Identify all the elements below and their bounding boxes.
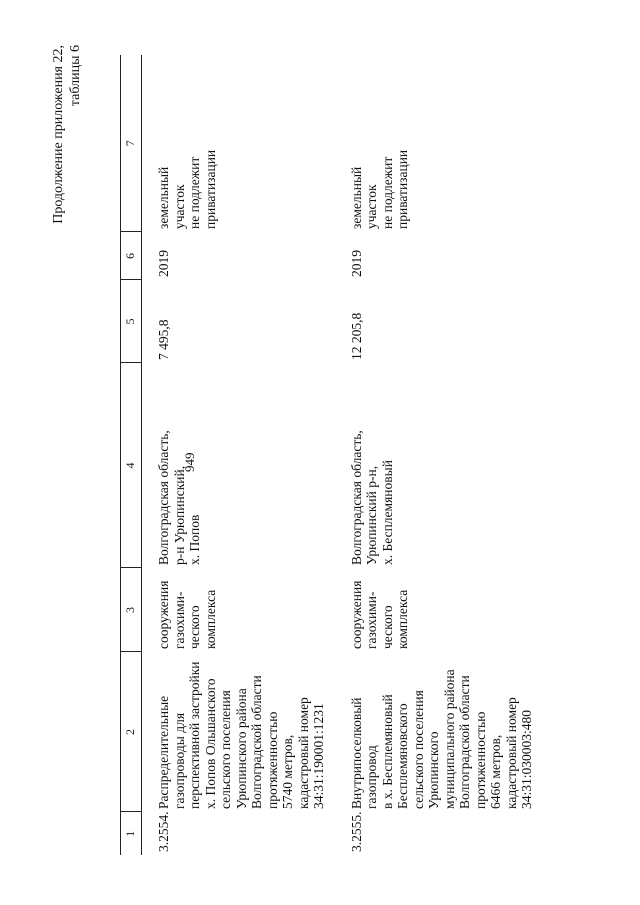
property-table	[120, 55, 543, 855]
column-number-row	[121, 55, 142, 855]
column-header: 3	[121, 568, 142, 652]
object-value: 12 205,8	[348, 312, 364, 360]
object-name: Внутрипоселковый газопровод в х. Бесплемяновый Бесплемяновского сельского поселения Урюпинского муниципального района Волгоградской области протяженностью 6466 метров, кадастровый номер 34:31:030003:480	[348, 669, 534, 809]
column-header: 4	[121, 363, 142, 568]
table-row	[142, 55, 335, 855]
page-number: 949	[182, 452, 197, 472]
object-address: Волгоградская область, Урюпинский р-н, х. Бесплемяновый	[348, 430, 395, 565]
continuation-title: Продолжение приложения 22, таблицы 6	[51, 45, 83, 224]
column-header: 1	[121, 812, 142, 855]
object-year: 2019	[348, 250, 364, 277]
object-name: Распределительные газопроводы для перспективной застройки х. Попов Ольшанского сельского поселения Урюпинского района Волгоградской области протяженностью 5740 метров, кадастровый номер 34:31:190001:1231	[156, 661, 326, 809]
object-year: 2019	[156, 250, 171, 277]
object-note: земельный участок не подлежит приватизации	[348, 149, 410, 229]
column-header: 6	[121, 232, 142, 280]
object-type: сооружения газохими- ческого комплекса	[156, 580, 218, 649]
row-number: 3.2554.	[156, 811, 171, 852]
column-header: 7	[121, 55, 142, 232]
row-number: 3.2555.	[348, 811, 364, 852]
object-type: сооружения газохими- ческого комплекса	[348, 580, 410, 649]
column-header: 5	[121, 280, 142, 363]
object-note: земельный участок не подлежит приватизации	[156, 149, 218, 229]
column-header: 2	[121, 652, 142, 812]
object-address: Волгоградская область, р-н Урюпинский, х. Попов	[156, 430, 202, 565]
object-value: 7 495,8	[156, 319, 171, 360]
table-row	[335, 55, 543, 855]
